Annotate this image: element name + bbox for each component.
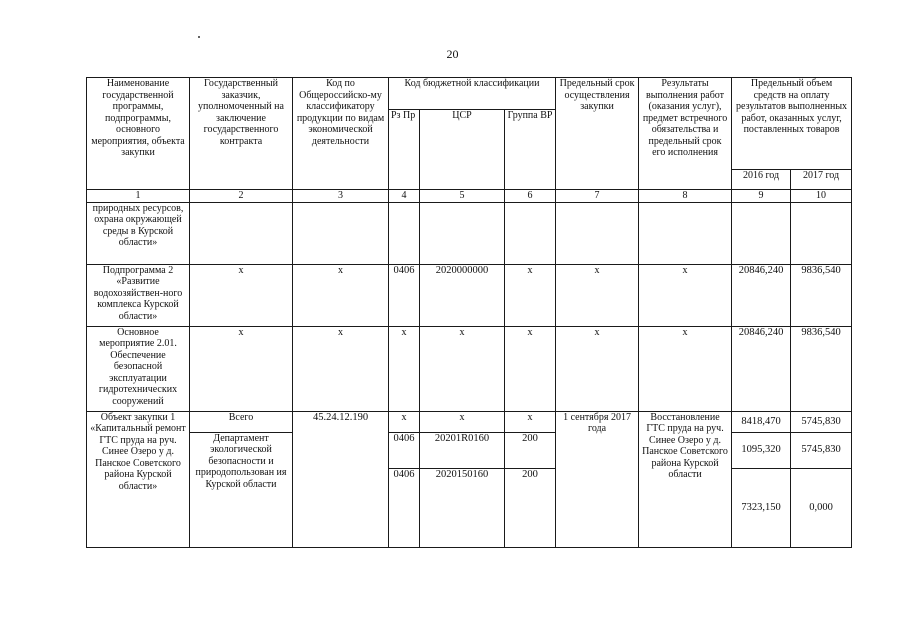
col-number: 4 <box>389 190 420 203</box>
column-numbers-row <box>87 190 852 203</box>
row-amount-2017: 9836,540 <box>791 326 852 411</box>
row-name: Объект закупки 1 «Капитальный ремонт ГТС пруда на руч. Синее Озеро у д. Панское Советского района Курской области» <box>87 411 190 547</box>
row-vr: х <box>505 264 556 326</box>
col-number: 2 <box>190 190 293 203</box>
header-result: Результаты выполнения работ (оказания услуг), предмет встречного обязательства и предельный срок его исполнения <box>639 78 732 190</box>
header-name: Наименование государственной программы, подпрограммы, основного мероприятия, объекта закупки <box>87 78 190 190</box>
col-number: 7 <box>556 190 639 203</box>
page-number: 20 <box>446 47 459 61</box>
row-name: природных ресурсов, охрана окружающей среды в Курской области» <box>87 202 190 264</box>
row-amount-2016: 8418,470 <box>732 411 791 432</box>
col-number: 10 <box>791 190 852 203</box>
header-customer: Государственный заказчик, уполномоченный на заключение государственного контракта <box>190 78 293 190</box>
header-budget-code: Код бюджетной классификации <box>389 78 556 110</box>
row-csr: 2020150160 <box>420 468 505 547</box>
table-row-continuation <box>87 202 852 264</box>
row-customer-total: Всего <box>190 411 293 432</box>
col-number: 3 <box>293 190 389 203</box>
row-vr: 200 <box>505 432 556 468</box>
row-amount-2016: 20846,240 <box>732 326 791 411</box>
table-row-object-1 <box>87 411 852 432</box>
row-rzpr: 0406 <box>389 264 420 326</box>
row-rzpr: х <box>389 411 420 432</box>
row-okved: х <box>293 326 389 411</box>
row-okved: х <box>293 264 389 326</box>
row-csr: х <box>420 411 505 432</box>
procurement-table <box>86 77 852 548</box>
col-number: 5 <box>420 190 505 203</box>
row-rzpr: 0406 <box>389 468 420 547</box>
row-vr: 200 <box>505 468 556 547</box>
row-vr: х <box>505 411 556 432</box>
row-vr: х <box>505 326 556 411</box>
row-deadline: 1 сентября 2017 года <box>556 411 639 547</box>
row-amount-2017: 5745,830 <box>791 432 852 468</box>
row-result: х <box>639 264 732 326</box>
header-rzpr: Рз Пр <box>389 110 420 190</box>
header-amount: Предельный объем средств на оплату результатов выполненных работ, оказанных услуг, поставленных товаров <box>732 78 852 170</box>
header-year-2016: 2016 год <box>732 170 791 190</box>
col-number: 1 <box>87 190 190 203</box>
row-csr: 2020000000 <box>420 264 505 326</box>
row-amount-2017: 0,000 <box>791 468 852 547</box>
row-amount-2017: 5745,830 <box>791 411 852 432</box>
col-number: 8 <box>639 190 732 203</box>
scan-speck <box>198 36 200 38</box>
row-result: Восстановление ГТС пруда на руч. Синее Озеро у д. Панское Советского района Курской области <box>639 411 732 547</box>
row-amount-2016: 7323,150 <box>732 468 791 547</box>
row-amount-2016: 20846,240 <box>732 264 791 326</box>
row-deadline: х <box>556 326 639 411</box>
header-vr: Группа ВР <box>505 110 556 190</box>
table-row-subprogram-2 <box>87 264 852 326</box>
header-okved: Код по Общероссийско-му классификатору продукции по видам экономической деятельности <box>293 78 389 190</box>
table-row-object-1-sub <box>87 432 852 468</box>
row-deadline: х <box>556 264 639 326</box>
row-csr: 20201R0160 <box>420 432 505 468</box>
row-result: х <box>639 326 732 411</box>
header-year-2017: 2017 год <box>791 170 852 190</box>
col-number: 9 <box>732 190 791 203</box>
row-okved: 45.24.12.190 <box>293 411 389 547</box>
header-row <box>87 78 852 110</box>
row-name: Основное мероприятие 2.01. Обеспечение безопасной эксплуатации гидротехнических сооружений <box>87 326 190 411</box>
table-row-measure-2-01 <box>87 326 852 411</box>
row-amount-2016: 1095,320 <box>732 432 791 468</box>
row-amount-2017: 9836,540 <box>791 264 852 326</box>
row-customer: х <box>190 326 293 411</box>
col-number: 6 <box>505 190 556 203</box>
header-csr: ЦСР <box>420 110 505 190</box>
row-rzpr: х <box>389 326 420 411</box>
row-rzpr: 0406 <box>389 432 420 468</box>
row-csr: х <box>420 326 505 411</box>
header-deadline: Предельный срок осуществления закупки <box>556 78 639 190</box>
row-customer: Департамент экологической безопасности и природопользован ия Курской области <box>190 432 293 547</box>
row-name: Подпрограмма 2 «Развитие водохозяйствен-ного комплекса Курской области» <box>87 264 190 326</box>
row-customer: х <box>190 264 293 326</box>
